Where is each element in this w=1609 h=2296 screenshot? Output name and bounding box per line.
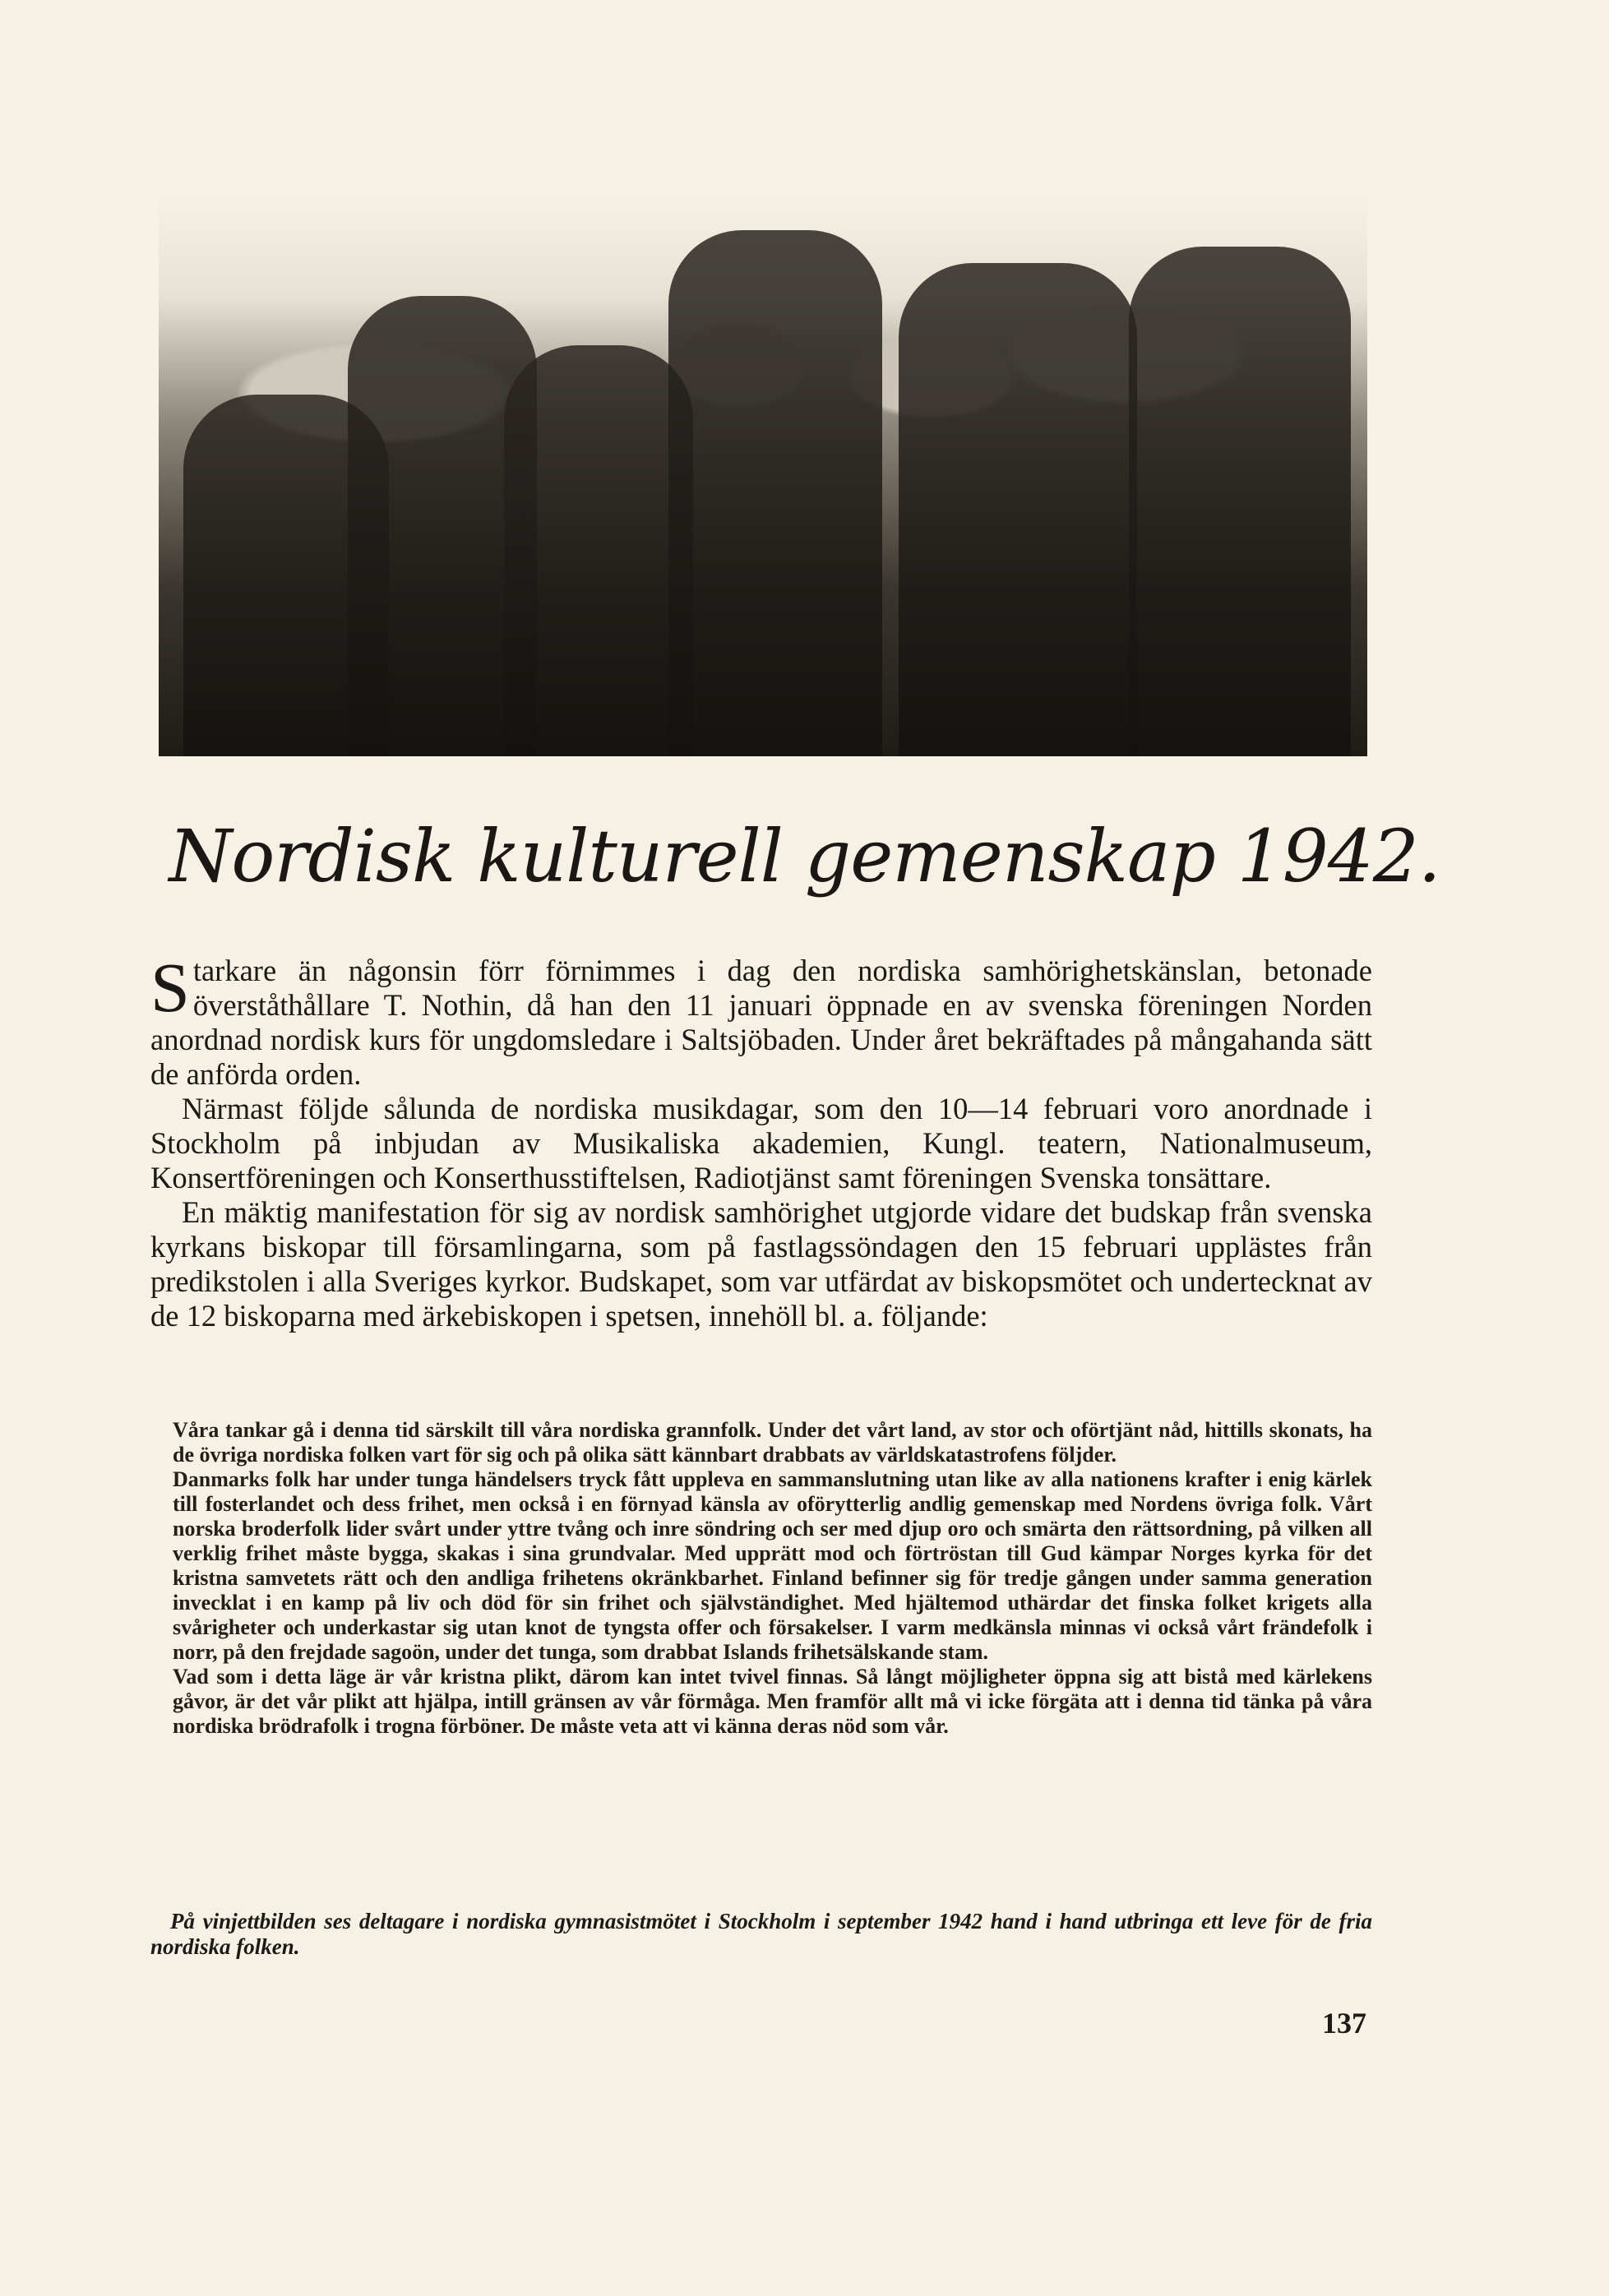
body-paragraph: Starkare än någonsin förr förnimmes i dag den nordiska samhörighetskänslan, betonade överståthållare T. Nothin, då han den 11 januari öppnade en av svenska föreningen Norden anordnad nordisk kurs för ungdomsledare i Saltsjöbaden. Under året bekräftades på mångahanda sätt de anförda orden. bbox=[150, 948, 1372, 1091]
page-title: Nordisk kulturell gemenskap 1942. bbox=[169, 814, 1440, 899]
quote-paragraph: Vad som i detta läge är vår kristna plikt, därom kan intet tvivel finnas. Så långt möjligheter öppna sig att bistå med kärlekens gåvor, är det vår plikt att hjälpa, intill gränsen av vår förmåga. Men framför allt må vi icke förgäta att i denna tid tänka på våra nordiska brödrafolk i trogna förböner. De måste veta att vi känna deras nöd som vår. bbox=[173, 1665, 1372, 1738]
quote-paragraph: Danmarks folk har under tunga händelsers tryck fått uppleva en sammanslutning utan like av alla nationens krafter i enig kärlek till fosterlandet och dess frihet, men också i en förnyad känsla av oförytterlig andlig gemenskap med Nordens övriga folk. Vårt norska broderfolk lider svårt under yttre tvång och inre söndring och ser med djup oro och smärta den rättsordning, på vilken all verklig frihet måste bygga, skakas i sina grundvalar. Med upprätt mod och förtröstan till Gud kämpar Norges kyrka för det kristna samvetets rätt och den andliga frihetens okränkbarhet. Finland befinner sig för tredje gången under samma generation invecklat i en kamp på liv och död för sin frihet och självständighet. Med hjältemod uthärdar det finska folket krigets alla svårigheter och underkastar sig utan knot de tyngsta offer och försakelser. I varm medkänsla minnas vi också vårt frändefolk i norr, på den frejdade sagoön, under det tunga, som drabbat Islands frihetsälskande stam. bbox=[173, 1467, 1372, 1664]
person-silhouette bbox=[1129, 247, 1351, 756]
group-photo bbox=[159, 197, 1367, 756]
person-silhouette bbox=[668, 230, 882, 756]
body-paragraph: En mäktig manifestation för sig av nordisk samhörighet utgjorde vidare det budskap från svenska kyrkans biskopar till församlingarna, som på fastlagssöndagen den 15 februari upplästes från predikstolen i alla Sveriges kyrkor. Budskapet, som var utfärdat av biskopsmötet och undertecknat av de 12 biskoparna med ärkebiskopen i spetsen, innehöll bl. a. följande: bbox=[150, 1195, 1372, 1333]
body-text bbox=[150, 948, 1372, 1333]
page-number: 137 bbox=[1322, 2007, 1366, 2040]
quoted-message bbox=[173, 1418, 1372, 1739]
person-silhouette bbox=[899, 263, 1137, 756]
person-silhouette bbox=[504, 345, 693, 756]
photo-caption: På vinjettbilden ses deltagare i nordiska gymnasistmötet i Stockholm i september 1942 hand i hand utbringa ett leve för de fria nordiska folken. bbox=[150, 1909, 1372, 1959]
body-paragraph: Närmast följde sålunda de nordiska musikdagar, som den 10—14 februari voro anordnade i Stockholm på inbjudan av Musikaliska akademien, Kungl. teatern, Nationalmuseum, Konsertföreningen och Konserthusstiftelsen, Radiotjänst samt föreningen Svenska tonsättare. bbox=[150, 1092, 1372, 1194]
quote-paragraph: Våra tankar gå i denna tid särskilt till våra nordiska grannfolk. Under det vårt land, av stor och oförtjänt nåd, hittills skonats, ha de övriga nordiska folken vart för sig och på olika sätt kännbart drabbats av världskatastrofens följder. bbox=[173, 1418, 1372, 1467]
